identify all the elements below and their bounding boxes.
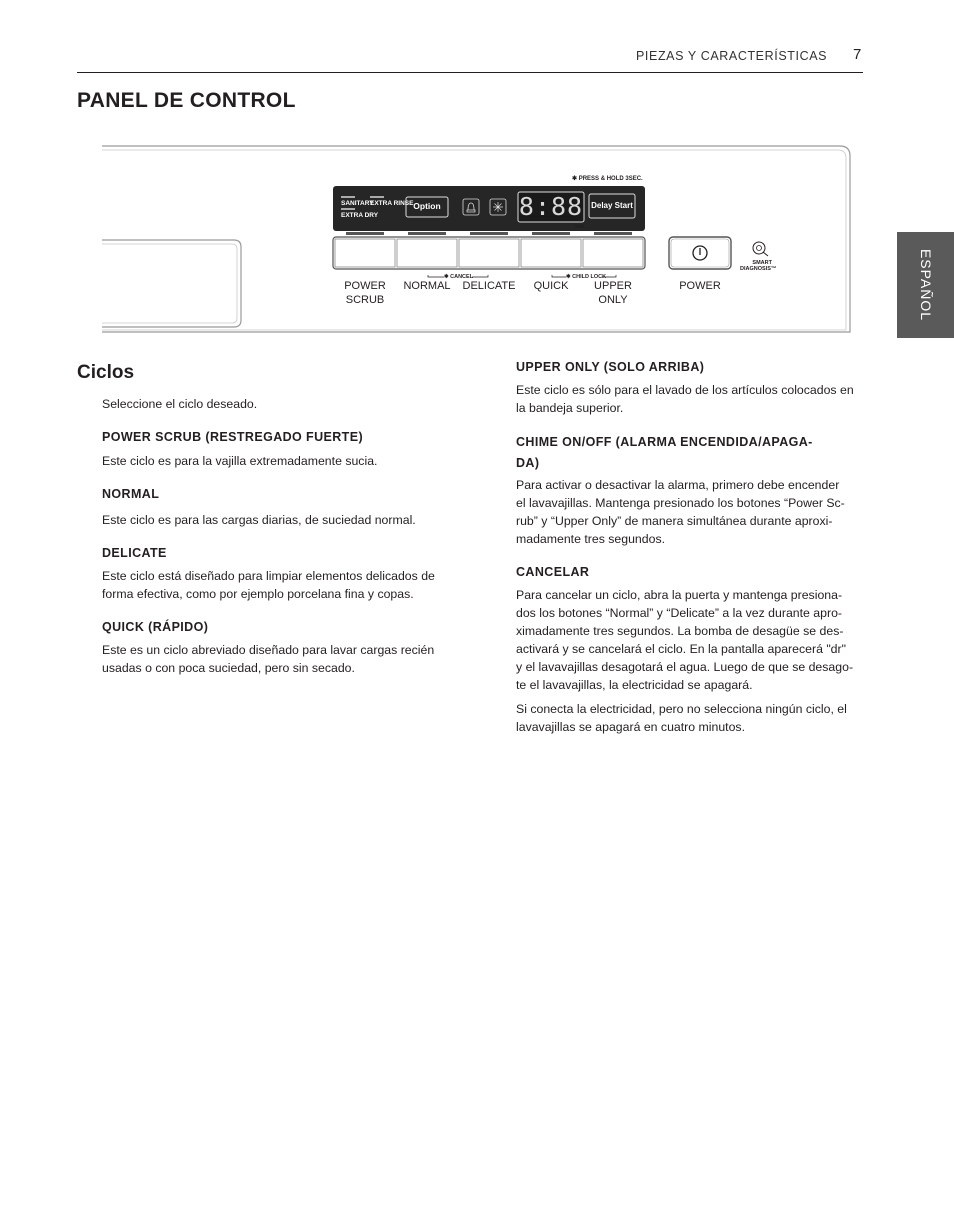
quick-body-1: Este es un ciclo abreviado diseñado para lavar cargas recién bbox=[102, 643, 435, 657]
upper-only-button bbox=[583, 239, 643, 267]
chime-title-1: CHIME ON/OFF (ALARMA ENCENDIDA/APAGA- bbox=[516, 435, 813, 449]
smart-diagnosis-label-1: SMART bbox=[752, 260, 772, 266]
final-line-2: lavavajillas se apagará en cuatro minutos. bbox=[516, 720, 745, 734]
extra-dry-indicator: EXTRA DRY bbox=[341, 212, 379, 219]
cancel-note: ✱ CANCEL bbox=[444, 274, 474, 280]
display-unit: MIN. bbox=[574, 224, 586, 230]
cancelar-line-6: te el lavavajillas, la electricidad se apagará. bbox=[516, 678, 753, 692]
cancelar-line-1: Para cancelar un ciclo, abra la puerta y mantenga presiona- bbox=[516, 588, 843, 602]
chime-line-3: rub” y “Upper Only” de manera simultánea durante aproxi- bbox=[516, 514, 833, 528]
upper-only-label bbox=[581, 279, 645, 307]
final-line-1: Si conecta la electricidad, pero no selecciona ningún ciclo, el bbox=[516, 702, 847, 716]
page-number: 7 bbox=[853, 46, 862, 63]
upper-only-label-1: UPPER bbox=[594, 280, 632, 292]
smart-diagnosis-label-2: DIAGNOSIS™ bbox=[740, 266, 777, 272]
normal-body: Este ciclo es para las cargas diarias, de suciedad normal. bbox=[102, 513, 416, 527]
normal-title: NORMAL bbox=[102, 487, 160, 501]
ciclos-intro: Seleccione el ciclo deseado. bbox=[102, 397, 258, 411]
upper-only-title: UPPER ONLY (SOLO ARRIBA) bbox=[516, 360, 705, 374]
control-panel-illustration bbox=[100, 144, 852, 336]
header-rule bbox=[77, 72, 863, 73]
delicate-button bbox=[459, 239, 519, 267]
chime-line-4: madamente tres segundos. bbox=[516, 532, 666, 546]
door-handle bbox=[102, 240, 241, 327]
delicate-label: DELICATE bbox=[462, 280, 516, 292]
quick-title: QUICK (RÁPIDO) bbox=[102, 620, 209, 634]
delay-start-label: Delay Start bbox=[591, 201, 633, 210]
power-scrub-label-1: POWER bbox=[344, 280, 386, 292]
quick-body-2: usadas o con poca suciedad, pero sin secado. bbox=[102, 661, 355, 675]
language-tab-label: ESPAÑOL bbox=[917, 248, 934, 322]
cancelar-line-5: y el lavavajillas desagotará el agua. Luego de que se desago- bbox=[516, 660, 854, 674]
normal-button bbox=[397, 239, 457, 267]
upper-only-label-2: ONLY bbox=[598, 294, 628, 306]
child-lock-note: ✱ CHILD LOCK bbox=[566, 274, 607, 280]
press-hold-note: ✱ PRESS & HOLD 3SEC. bbox=[572, 176, 643, 182]
running-header-section: PIEZAS Y CARACTERÍSTICAS bbox=[636, 49, 828, 63]
chime-line-1: Para activar o desactivar la alarma, primero debe encender bbox=[516, 478, 840, 492]
option-button-label: Option bbox=[413, 201, 441, 211]
chime-line-2: el lavavajillas. Mantenga presionado los botones “Power Sc- bbox=[516, 496, 845, 510]
quick-button bbox=[521, 239, 581, 267]
cancelar-line-2: dos los botones “Normal” y “Delicate” a la vez durante apro- bbox=[516, 606, 843, 620]
ciclos-heading: Ciclos bbox=[77, 362, 135, 383]
extra-rinse-indicator: EXTRA RINSE bbox=[370, 200, 414, 207]
quick-label: QUICK bbox=[533, 280, 569, 292]
digit-display-value: 8:88 bbox=[518, 192, 584, 221]
chime-title-2: DA) bbox=[516, 456, 540, 470]
page-title: PANEL DE CONTROL bbox=[77, 89, 296, 112]
power-scrub-body: Este ciclo es para la vajilla extremadamente sucia. bbox=[102, 454, 378, 468]
power-scrub-title: POWER SCRUB (RESTREGADO FUERTE) bbox=[102, 430, 364, 444]
upper-only-body-2: la bandeja superior. bbox=[516, 401, 624, 415]
delicate-body-1: Este ciclo está diseñado para limpiar elementos delicados de bbox=[102, 569, 435, 583]
upper-only-body-1: Este ciclo es sólo para el lavado de los artículos colocados en bbox=[516, 383, 854, 397]
cancelar-title: CANCELAR bbox=[516, 565, 590, 579]
delicate-body-2: forma efectiva, como por ejemplo porcelana fina y copas. bbox=[102, 587, 414, 601]
language-tab bbox=[897, 232, 954, 338]
power-scrub-label bbox=[333, 279, 397, 307]
delicate-title: DELICATE bbox=[102, 546, 167, 560]
smart-diagnosis-label bbox=[740, 260, 777, 272]
cancelar-line-4: activará y se cancelará el ciclo. En la pantalla aparecerá "dr" bbox=[516, 642, 846, 656]
cancelar-line-3: ximadamente tres segundos. La bomba de desagüe se des- bbox=[516, 624, 844, 638]
power-scrub-label-2: SCRUB bbox=[345, 294, 385, 306]
normal-label: NORMAL bbox=[403, 280, 451, 292]
control-panel-drawing bbox=[100, 144, 852, 336]
power-scrub-button bbox=[335, 239, 395, 267]
power-label: POWER bbox=[679, 280, 721, 292]
sanitary-indicator: SANITARY bbox=[341, 200, 374, 207]
